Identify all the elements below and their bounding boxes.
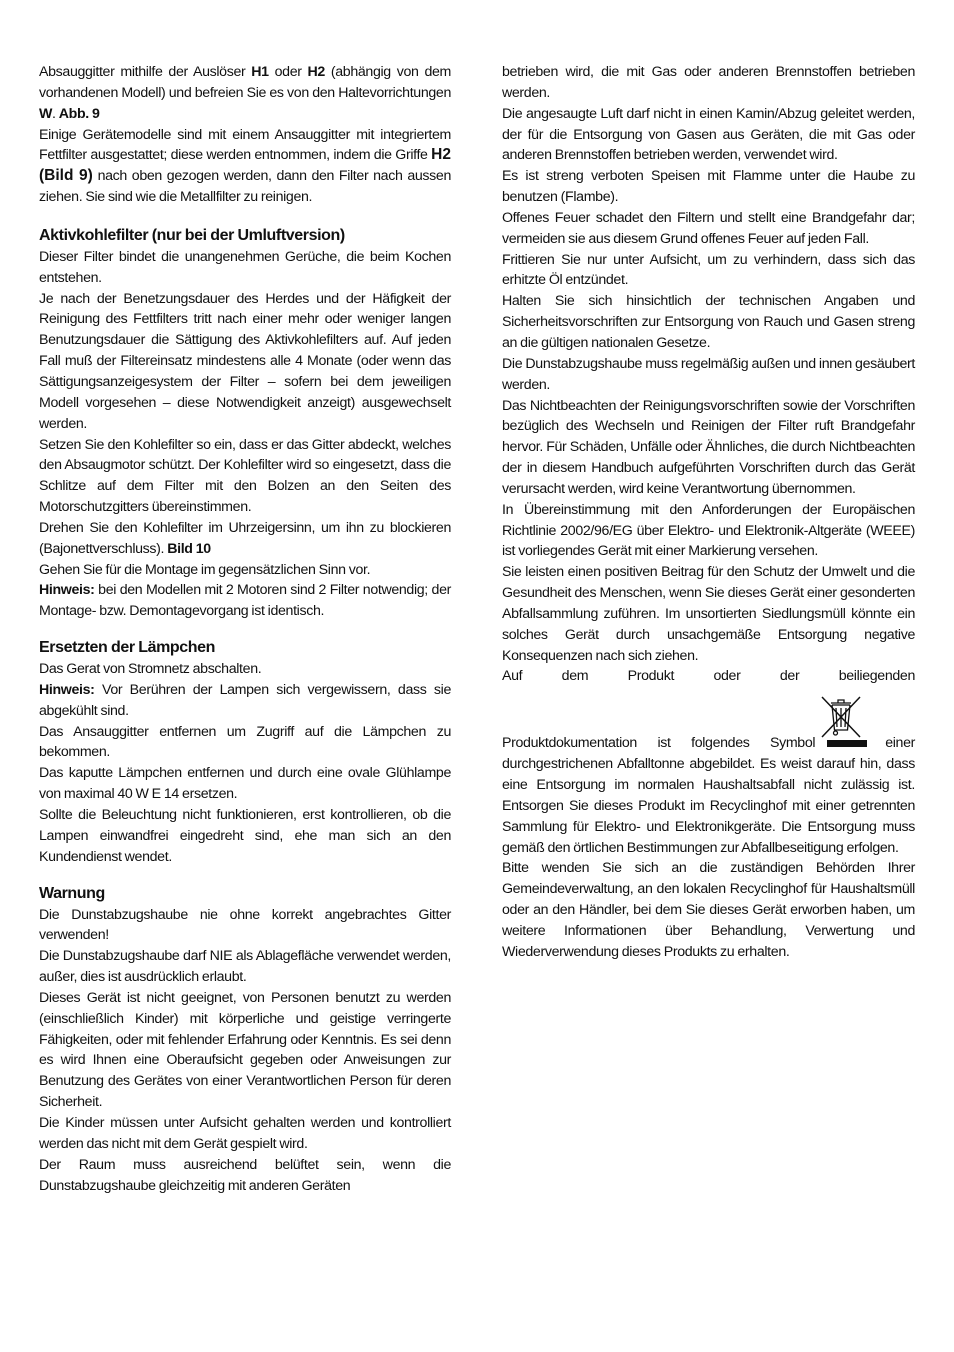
paragraph: Gehen Sie für die Montage im gegensätzlichen Sinn vor. <box>39 561 371 578</box>
paragraph: Es ist streng verboten Speisen mit Flamme unter die Haube zu benutzen (Flambe). <box>502 168 915 206</box>
hinweis-paragraph: Hinweis: Vor Berühren der Lampen sich vergewissern, dass sie abgekühlt sind. <box>39 681 451 719</box>
grid-release-paragraph: Absauggitter mithilfe der Auslöser H1 oder H2 (abhängig von dem vorhandenen Modell) und befreien Sie es von den Haltevorrichtungen W. Abb. 9 <box>39 64 452 122</box>
section-heading-aktivkohlefilter: Aktivkohlefilter (nur bei der Umluftversion) <box>39 226 345 244</box>
paragraph: Die Dunstabzugshaube nie ohne korrekt angebrachtes Gitter verwenden! <box>39 906 451 944</box>
paragraph: Der Raum muss ausreichend belüftet sein, wenn die Dunstabzugshaube gleichzeitig mit anderen Geräten <box>39 1156 451 1194</box>
paragraph: Je nach der Benetzungsdauer des Herdes und der Häfigkeit der Reinigung des Fettfilters tritt nach einer mehr oder weniger langen Benutzungsdauer die Sättigung des Aktivkohlefilters auf. Auf jeden Fall muß der Filtereinsatz mindestens alle 4 Monate (oder wenn das Sättigungsanzeigesystem der Filter – sofern bei dem jeweiligen Modell vorgesehen – diese Notwendigkeit anzeigt) ausgewechselt werden. <box>39 290 451 432</box>
paragraph: Drehen Sie den Kohlefilter im Uhrzeigersinn, um ihn zu blockieren (Bajonettverschluss). Bild 10 <box>39 519 451 557</box>
paragraph: Bitte wenden Sie sich an die zuständigen Behörden Ihrer Gemeindeverwaltung, an den lokalen Recyclinghof für Haushaltsmüll oder an den Händler, bei dem Sie dieses Gerät erworben haben, um weitere Informationen über Behandlung, Verwertung und Wiederverwendung dieses Produkts zu erhalten. <box>502 860 915 960</box>
paragraph: Offenes Feuer schadet den Filtern und stellt eine Brandgefahr dar; vermeiden sie aus diesem Grund offenes Feuer auf jeden Fall. <box>502 209 915 247</box>
hinweis-paragraph: Hinweis: bei den Modellen mit 2 Motoren sind 2 Filter notwendig; der Montage- bzw. Demontagevorgang ist identisch. <box>39 582 451 620</box>
paragraph: Das Ansauggitter entfernen um Zugriff auf die Lämpchen zu bekommen. <box>39 723 451 761</box>
paragraph: Das Nichtbeachten der Reinigungsvorschriften sowie der Vorschriften bezüglich des Wechseln und Reinigen der Filter ruft Brandgefahr hervor. Für Schäden, Unfälle oder Ähnliches, die durch Nichtbeachten der in diesem Handbuch aufgeführten Vorschriften durch das Gerät verursacht werden, wird keine Verantwortung übernommen. <box>502 397 915 497</box>
grease-filter-paragraph: Einige Gerätemodelle sind mit einem Ansauggitter mit integriertem Fettfilter ausgestattet; diese werden entnommen, indem die Griffe H2 (Bild 9) nach oben gezogen werden, dann den Filter nach aussen ziehen. Sie sind wie die Metallfilter zu reinigen. <box>39 126 451 206</box>
weee-bar-icon <box>827 740 867 747</box>
left-column <box>39 62 451 1196</box>
paragraph: Sollte die Beleuchtung nicht funktionieren, erst kontrollieren, ob die Lampen einwandfrei eingedreht sind, ehe man sich an den Kundendienst wendet. <box>39 807 451 865</box>
weee-symbol-area <box>502 687 915 733</box>
paragraph: Dieses Gerät ist nicht geeignet, von Personen benutzt zu werden (einschließlich Kinder) mit körperliche und geistige verringerte Fähigkeiten, oder mit fehlender Erfahrung oder Kenntnis. Es sei denn es wird Ihnen eine Oberaufsicht gegeben oder Anweisungen zur Benutzung des Gerätes von einer Verantwortlichen Person für deren Sicherheit. <box>39 989 451 1111</box>
paragraph: Die Kinder müssen unter Aufsicht gehalten werden und kontrolliert werden das nicht mit dem Gerät gespielt wird. <box>39 1114 451 1152</box>
paragraph: Sie leisten einen positiven Beitrag für den Schutz der Umwelt und die Gesundheit des Menschen, wenn Sie dieses Gerät einer gesonderten Abfallsammlung zuführen. Im unsortierten Siedlungsmüll könnte ein solches Gerät durch unsachgemäße Entsorgung negative Konsequenzen nach sich ziehen. <box>502 564 915 664</box>
paragraph: Die angesaugte Luft darf nicht in einen Kamin/Abzug geleitet werden, der für die Entsorgung von Gasen aus Geräten, die mit Gas oder anderen Brennstoffen betrieben werden, verwendet wird. <box>502 105 915 164</box>
weee-intro-line: Auf dem Produkt oder der beiliegenden <box>502 668 915 685</box>
paragraph: Das kaputte Lämpchen entfernen und durch eine ovale Glühlampe von maximal 40 W E 14 ersetzen. <box>39 765 451 803</box>
weee-symbol-paragraph: Produktdokumentation ist folgendes Symbol einer durchgestrichenen Abfalltonne abgebildet. Es weist darauf hin, dass eine Entsorgung im normalen Haushaltsabfall nicht zulässig ist. Entsorgen Sie dieses Produkt im Recyclinghof mit einer getrennten Sammlung für Elektro- und Elektronikgeräte. Die Entsorgung muss gemäß den örtlichen Bestimmungen zur Abfallbeseitigung erfolgen. <box>502 735 915 856</box>
crossed-out-wheelie-bin-icon <box>819 694 863 740</box>
paragraph: Halten Sie sich hinsichtlich der technischen Angaben und Sicherheitsvorschriften zur Entsorgung von Rauch und Gasen streng an die gültigen nationalen Gesetze. <box>502 293 915 351</box>
right-column <box>502 62 915 963</box>
paragraph: Die Dunstabzugshaube muss regelmäßig außen und innen gesäubert werden. <box>502 355 915 393</box>
paragraph: betrieben wird, die mit Gas oder anderen Brennstoffen betrieben werden. <box>502 64 915 101</box>
section-heading-laempchen: Ersetzten der Lämpchen <box>39 639 216 657</box>
paragraph: Die Dunstabzugshaube darf NIE als Ablagefläche verwendet werden, außer, dies ist ausdrücklich erlaubt. <box>39 948 451 986</box>
paragraph: Frittieren Sie nur unter Aufsicht, um zu verhindern, dass sich das erhitzte Öl entzündet. <box>502 251 915 289</box>
paragraph: Dieser Filter bindet die unangenehmen Gerüche, die beim Kochen entstehen. <box>39 248 451 286</box>
paragraph: Das Gerat von Stromnetz abschalten. <box>39 661 262 678</box>
paragraph: Setzen Sie den Kohlefilter so ein, dass er das Gitter abdeckt, welches den Absaugmotor schützt. Der Kohlefilter wird so eingesetzt, dass die Schlitze auf dem Filter mit den Bolzen an den Seiten des Motorschutzgitters übereinstimmen. <box>39 436 451 516</box>
section-heading-warnung: Warnung <box>39 884 105 902</box>
paragraph: In Übereinstimmung mit den Anforderungen der Europäischen Richtlinie 2002/96/EG über Elektro- und Elektronik-Altgeräte (WEEE) ist vorliegendes Gerät mit einer Markierung versehen. <box>502 501 915 560</box>
